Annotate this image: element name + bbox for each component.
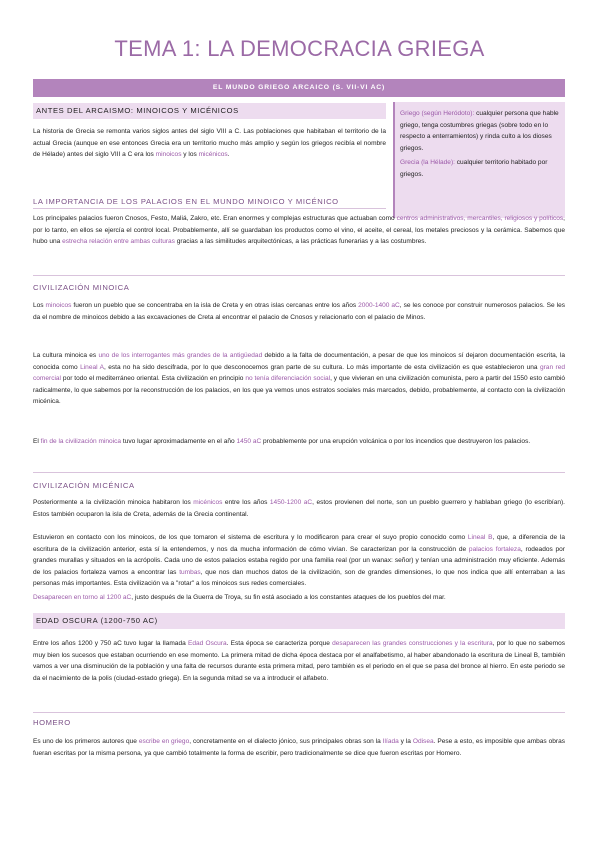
paragraph-antes-del-arcaismo (33, 126, 386, 161)
highlight: micénicos (193, 499, 223, 506)
paragraph-edad-oscura (33, 638, 565, 684)
highlight: minoicos (45, 302, 72, 309)
highlight: 1450-1200 aC (269, 499, 313, 506)
highlight-iliada: Ilíada (382, 738, 399, 745)
text: , que nos dan muchos datos de la civilización, son de grandes dimensiones, lo que nos indica que allí enterraban a las personas más importantes. Esta civilización va a "rotar" a los minoicos sus redes comerciales. (33, 568, 565, 588)
definition-griego (400, 108, 560, 154)
definition-text: cualquier territorio habitado por griegos. (400, 159, 548, 178)
highlight: desaparecen las grandes construcciones y la escritura (332, 640, 493, 647)
text: , se les conoce por construir numerosos palacios. Se les da el nombre de minoicos debido a las excavaciones de Creta al encontrar el palacio de Cnosos y relacionarlo con el palacio de Minos. (33, 302, 566, 321)
paragraph-minoica-1 (33, 300, 565, 323)
text: y la (398, 738, 413, 745)
highlight: escribe en griego (138, 738, 190, 745)
highlight: 2000-1400 aC (358, 302, 400, 309)
text: Los principales palacios fueron Cnosos, Festo, Maliá, Zakro, etc. Eran enormes y complejas estructuras que actuaban como (33, 215, 397, 222)
highlight: Desaparecen en torno al 1200 aC (33, 594, 132, 601)
page-title: TEMA 1: LA DEMOCRACIA GRIEGA (114, 36, 485, 61)
text: , estos provienen del norte, son un pueblo guerrero y hablaban griego (lo escribían). Estos también ocuparon la isla de Creta, además de la Grecia continental. (33, 499, 565, 518)
paragraph-minoica-3 (33, 436, 565, 448)
text: . Esta época se caracteriza porque (226, 640, 333, 647)
text: fueron un pueblo que se concentraba en la isla de Creta y en otras islas cercanas entre los años (71, 302, 359, 309)
text: El (33, 438, 41, 445)
divider (33, 472, 565, 473)
text: y los (181, 151, 199, 159)
highlight: 1450 aC (236, 438, 262, 445)
paragraph-homero (33, 736, 565, 759)
paragraph-micenica-2 (33, 532, 565, 590)
text: Es uno de los primeros autores que (33, 738, 139, 745)
text: , justo después de la Guerra de Troya, su fin está asociado a los constantes ataques de los pueblos del mar. (131, 594, 446, 601)
term-grecia: Grecia (la Hélade): (400, 159, 455, 167)
heading-homero: HOMERO (33, 718, 71, 727)
text: La historia de Grecia se remonta varios siglos antes del siglo VIII a C. Las poblaciones que habitaban el territorio de la actual Grecia (aunque en ese entonces Grecia era un territorio mucho más amplio y según los griegos recibía el nombre de Hélade) antes del siglo VIII a C era los (33, 128, 386, 159)
text: , por lo que no sabemos muy bien los sucesos que estaban ocurriendo en ese momento. La primera mitad de dicha época destaca por el analfabetismo, al haber abandonado la escritura de Lineal B, también vamos a ver una disminución de la población y una falta de recursos durante esta primera mitad, pero también es el periodo en el que se pasa del bronce al hierro. En este periodo se da el nacimiento de la polis (ciudad-estado griega). En la segunda mitad se va a introducir el alfabeto. (33, 640, 565, 682)
text: , y que vivieran en una civilización comunista, pero a partir del 1550 esto cambió radicalmente, lo que sabemos por la reconstrucción de los palacios, en los que ya vemos unos estratos sociales más marcados, debido, probablemente, al contacto con la civilización micénica. (33, 375, 565, 406)
paragraph-minoica-2 (33, 350, 565, 408)
divider (33, 275, 565, 276)
heading-civilizacion-micenica: CIVILIZACIÓN MICÉNICA (33, 481, 135, 490)
divider (33, 712, 565, 713)
heading-civilizacion-minoica: CIVILIZACIÓN MINOICA (33, 283, 130, 292)
highlight: palacios fortaleza (468, 545, 521, 553)
text: gracias a las similitudes arquitectónicas, a las prácticas funerarias y a las costumbres. (174, 238, 427, 246)
text: Los (33, 302, 46, 309)
text: probablemente por una erupción volcánica o por los incendios que destruyeron los palacios. (261, 438, 531, 445)
highlight-minoicos: minoicos (155, 151, 182, 159)
highlight: fin de la civilización minoica (40, 438, 122, 445)
text: Posteriormente a la civilización minoica habitaron los (33, 499, 194, 506)
highlight: Edad Oscura (187, 640, 227, 647)
text: . (227, 151, 230, 159)
highlight: estrecha relación entre ambas culturas (62, 238, 175, 246)
highlight: tumbas (179, 568, 201, 576)
text: Estuvieron en contacto con los minoicos, de los que tomaron el sistema de escritura y lo modificaron para crear el suyo propio conocido como (33, 534, 468, 541)
highlight: centros administrativos, mercantiles, religiosos y políticos (396, 215, 564, 222)
text: , concretamente en el dialecto jónico, sus principales obras son la (189, 738, 383, 745)
text: , que, a diferencia de la escritura de la civilización anterior, esta sí la entendemos, y nos da mucha información de cómo vivían. Se caracterizan por la construcción de (33, 534, 565, 553)
highlight-odisea: Odisea (412, 738, 434, 745)
highlight: Lineal A (80, 363, 104, 371)
text: , rodeados por grandes murallas y situados en la acrópolis. Cada uno de estos palacios estaba regido por una familia real (por un wanax: señor) y tenían una administración muy eficiente. Además de los palacios fortaleza vamos a encontrar las (33, 545, 565, 576)
highlight: gran red comercial (33, 363, 565, 383)
text: La cultura minoica es (33, 352, 99, 359)
highlight: no tenía diferenciación social (245, 375, 331, 383)
text: , por lo tanto, en ellos se ejercía el control local. Probablemente, allí se guardaban los productos como el vino, el aceite, el cereal, los metales preciosos y la cerámica. Sabemos que hubo una (33, 215, 565, 246)
text: entre los años (222, 499, 270, 506)
text: por todo el mediterráneo oriental. Esta civilización en principio (61, 375, 246, 383)
paragraph-micenica-3 (33, 592, 565, 604)
text: Entre los años 1200 y 750 aC tuvo lugar la llamada (33, 640, 188, 647)
text: , esta no ha sido descifrada, por lo que desconocemos gran parte de su cultura. Lo más importante de esta civilización es que establecieron una (104, 363, 540, 371)
text: tuvo lugar aproximadamente en el año (121, 438, 237, 445)
heading-palacios: LA IMPORTANCIA DE LOS PALACIOS EN EL MUNDO MINOICO Y MICÉNICO (33, 197, 386, 209)
highlight: uno de los interrogantes más grandes de la antigüedad (98, 352, 263, 359)
heading-antes-del-arcaismo: ANTES DEL ARCAISMO: MINOICOS Y MICÉNICOS (33, 103, 386, 119)
definition-grecia (400, 157, 560, 180)
text: debido a la falta de documentación, a pesar de que los minoicos sí dejaron documentación escrita, la conocida como (33, 352, 565, 371)
paragraph-palacios (33, 213, 565, 248)
highlight-micenicos: micénicos (198, 151, 228, 159)
paragraph-micenica-1 (33, 497, 565, 520)
term-griego: Griego (según Heródoto): (400, 110, 475, 117)
definitions-sidebox (393, 102, 565, 218)
text: . Pese a esto, es imposible que ambas obras fueran escritas por la misma persona, ya que cambió totalmente la forma de escribir, pero tradicionalmente se dice que fueron escritas por Homero. (33, 738, 565, 757)
highlight: Lineal B (467, 534, 493, 541)
definition-text: cualquier persona que hable griego, tenga costumbres griegas (sobre todo en lo respecto a enterramientos) y rinda culto a los dioses griegos. (400, 110, 559, 152)
section-banner: EL MUNDO GRIEGO ARCAICO (S. VII-VI AC) (33, 79, 565, 97)
heading-edad-oscura: EDAD OSCURA (1200-750 AC) (33, 613, 565, 629)
